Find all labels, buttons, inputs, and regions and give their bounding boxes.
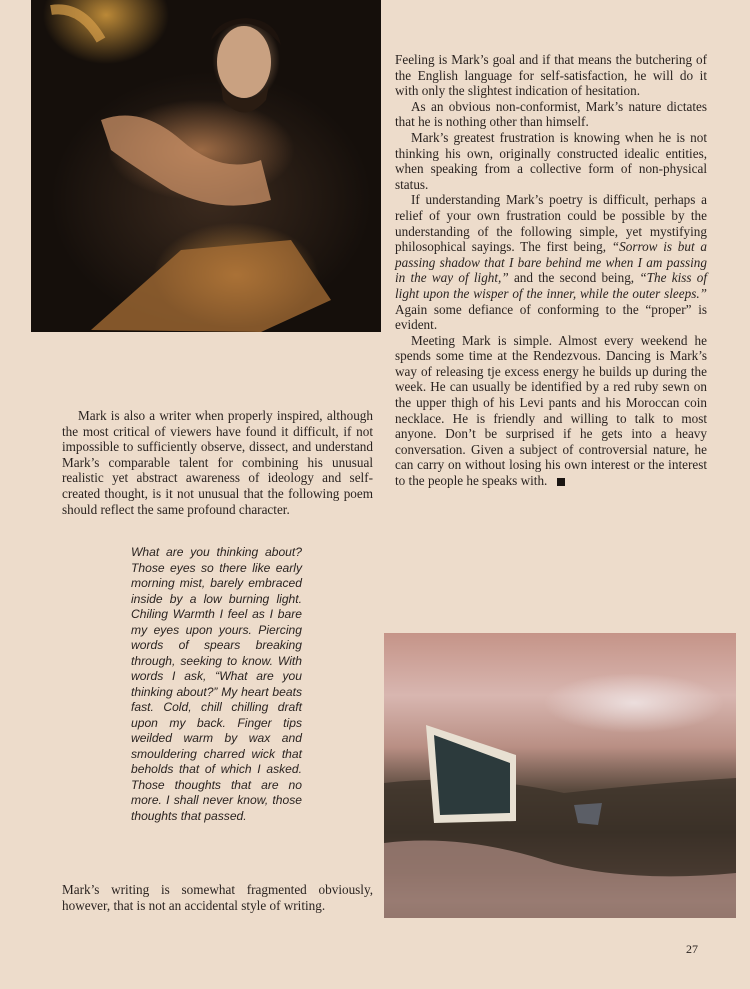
paragraph-sayings: [395, 192, 707, 332]
painting-portrait-with-palette: [31, 0, 381, 332]
sayings-text-start: If understanding Mark’s poetry is difficult, perhaps a relief of your own frustration could be possible by the understanding of the following simple, yet mystifying philosophical sayings. The first being,: [395, 192, 707, 255]
saying-sorrow-quote: “Sorrow is but a passing shadow that I bare behind me when I am passing in the way of light,”: [395, 239, 707, 286]
sayings-text-middle: and the second being,: [508, 270, 640, 286]
right-article-column: [395, 52, 707, 489]
landscape-painting-image: [384, 633, 736, 918]
portrait-painting-image: [31, 0, 381, 332]
meeting-mark-text: Meeting Mark is simple. Almost every weekend he spends some time at the Rendezvous. Dancing is Mark’s way of releasing tje excess energy he builds up during the week. He can usually be identified by a red ruby sewn on the upper thigh of his Levi pants and his Moroccan coin necklace. He is friendly and willing to talk to most anyone. Don’t be surprised if he gets into a heavy conversation. Given a subject of controversial nature, he can carry on without losing his own interest or the interest to the people he speaks with.: [395, 332, 707, 489]
paragraph-frustration: Mark’s greatest frustration is knowing when he is not thinking his own, originally constructed idealic entities, when speaking from a collective form of non-physical status.: [395, 129, 707, 192]
paragraph-non-conformist: As an obvious non-conformist, Mark’s nature dictates that he is nothing other than himself.: [395, 98, 707, 130]
paragraph-meeting-mark: [395, 333, 707, 489]
painting-marsh-landscape: [384, 633, 736, 918]
end-of-article-square-icon: [557, 478, 565, 486]
left-intro-column: [62, 408, 373, 517]
left-outro-column: [62, 882, 373, 913]
saying-kiss-of-light-quote: “The kiss of light upon the wisper of the inner, while the outer sleeps.”: [395, 270, 708, 301]
poem-text: What are you thinking about? Those eyes so there like early morning mist, barely embraced inside by a low burning light. Chiling Warmth I feel as I bare my eyes upon yours. Piercing words of spears breaking through, seeking to know. With words I ask, “What are you thinking about?” My heart beats fast. Cold, chill chilling draft upon my back. Finger tips weilded warm by wax and smouldering charred wick that beholds that of which I asked. Those thoughts that are no more. I shall never know, those thoughts that passed.: [131, 545, 302, 823]
paragraph-writing-style: Mark’s writing is somewhat fragmented obviously, however, that is not an accidental style of writing.: [62, 882, 373, 913]
page-number: 27: [686, 942, 698, 956]
sayings-text-end: Again some defiance of conforming to the “proper” is evident.: [395, 301, 707, 333]
paragraph-mark-writer: Mark is also a writer when properly inspired, although the most critical of viewers have found it difficult, if not impossible to sufficiently observe, dissect, and understand Mark’s comparable talent for combining his unusual realistic yet abstract awareness of ideology and self-created thought, is it not unusual that the following poem should reflect the same profound character.: [62, 408, 373, 517]
paragraph-feeling: Feeling is Mark’s goal and if that means the butchering of the English language for self-satisfaction, he will do it with only the slightest indication of hesitation.: [395, 52, 707, 99]
